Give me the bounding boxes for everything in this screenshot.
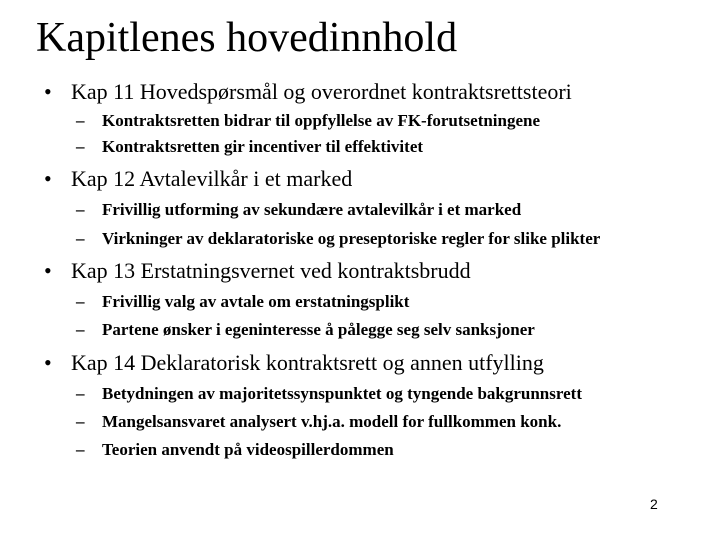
dash-icon: – [76,384,85,403]
dash-icon: – [76,320,85,339]
bullet-kap-11 [44,79,572,105]
sub-item-text: Kontraktsretten gir incentiver til effektivitet [102,137,424,156]
slide-title: Kapitlenes hovedinnhold [36,15,458,61]
sub-item-text: Betydningen av majoritetssynspunktet og tyngende bakgrunnsrett [102,384,582,403]
bullet-kap-14 [44,350,544,376]
sub-item [76,320,535,340]
sub-item-text: Frivillig valg av avtale om erstatningsplikt [102,292,410,311]
bullet-heading: Kap 11 Hovedspørsmål og overordnet kontraktsrettsteori [71,79,572,104]
sub-item-text: Frivillig utforming av sekundære avtalevilkår i et marked [102,200,522,219]
dash-icon: – [76,412,85,431]
sub-item [76,200,521,220]
bullet-icon: • [44,258,52,283]
sub-item [76,292,409,312]
bullet-heading: Kap 12 Avtalevilkår i et marked [71,166,353,191]
sub-item [76,384,582,404]
sub-item-text: Partene ønsker i egeninteresse å pålegge seg selv sanksjoner [102,320,535,339]
sub-item [76,111,540,131]
bullet-kap-12 [44,166,352,192]
bullet-heading: Kap 14 Deklaratorisk kontraktsrett og annen utfylling [71,350,544,375]
dash-icon: – [76,292,85,311]
sub-item [76,412,561,432]
dash-icon: – [76,200,85,219]
sub-item-text: Mangelsansvaret analysert v.hj.a. modell for fullkommen konk. [102,412,562,431]
sub-item [76,137,423,157]
bullet-kap-13 [44,258,471,284]
sub-item-text: Teorien anvendt på videospillerdommen [102,440,394,459]
dash-icon: – [76,111,85,130]
bullet-icon: • [44,79,52,104]
sub-item-text: Virkninger av deklaratoriske og preseptoriske regler for slike plikter [102,229,601,248]
page-number: 2 [650,496,658,512]
dash-icon: – [76,229,85,248]
sub-item-text: Kontraktsretten bidrar til oppfyllelse av FK-forutsetningene [102,111,541,130]
bullet-icon: • [44,350,52,375]
dash-icon: – [76,440,85,459]
dash-icon: – [76,137,85,156]
bullet-heading: Kap 13 Erstatningsvernet ved kontraktsbrudd [71,258,471,283]
sub-item [76,440,394,460]
sub-item [76,229,600,249]
bullet-icon: • [44,166,52,191]
